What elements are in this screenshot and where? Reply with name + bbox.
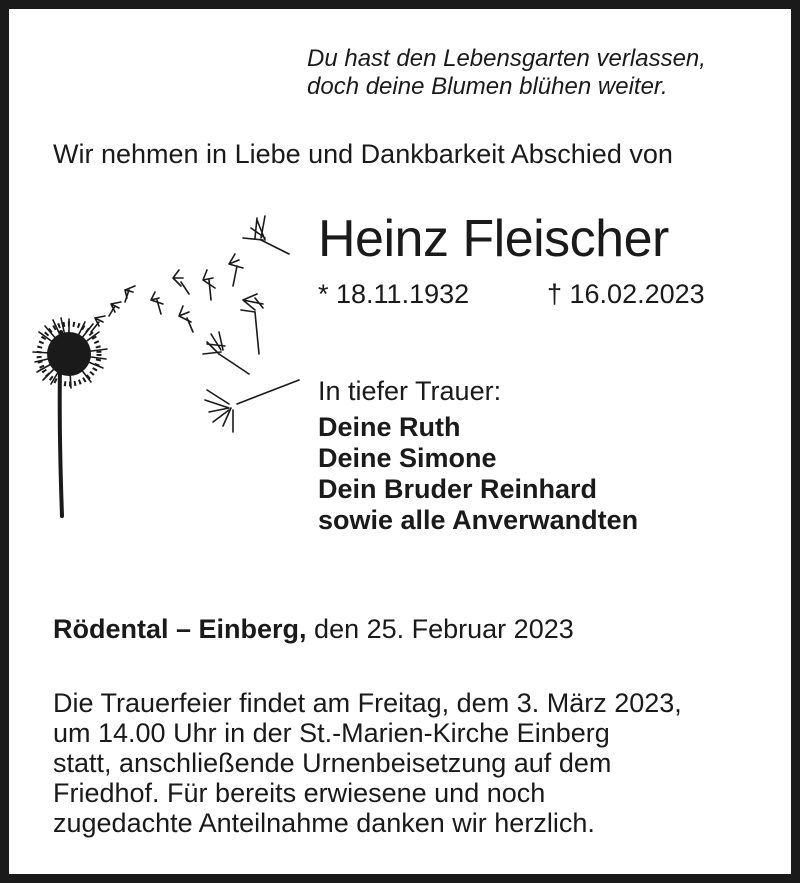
notice-line: statt, anschließende Urnenbeisetzung auf dem xyxy=(53,748,612,778)
notice-line: um 14.00 Uhr in der St.-Marien-Kirche Einberg xyxy=(53,718,610,748)
motto-line-1: Du hast den Lebensgarten verlassen, xyxy=(307,45,706,72)
notice-line: Friedhof. Für bereits erwiesene und noch xyxy=(53,778,546,808)
notice-line: zugedachte Anteilnahme danken wir herzlich. xyxy=(53,808,595,838)
family-member: Dein Bruder Reinhard xyxy=(318,474,598,504)
dandelion-seeds xyxy=(91,216,299,432)
family-list xyxy=(318,412,638,536)
funeral-notice xyxy=(53,688,682,838)
motto-quote xyxy=(307,45,706,101)
intro-text: Wir nehmen in Liebe und Dankbarkeit Abschied von xyxy=(53,139,673,169)
motto-line-2: doch deine Blumen blühen weiter. xyxy=(307,73,668,100)
notice-line: Die Trauerfeier findet am Freitag, dem 3. März 2023, xyxy=(53,688,682,718)
family-member: sowie alle Anverwandten xyxy=(318,505,639,535)
place-name: Rödental – Einberg, xyxy=(53,614,307,644)
place-date-line xyxy=(53,614,574,645)
family-member: Deine Simone xyxy=(318,443,497,473)
notice-date: den 25. Februar 2023 xyxy=(306,614,574,644)
deceased-name: Heinz Fleischer xyxy=(318,210,669,268)
mourning-heading: In tiefer Trauer: xyxy=(318,376,502,406)
death-date: † 16.02.2023 xyxy=(547,279,705,309)
birth-date: * 18.11.1932 xyxy=(318,279,470,309)
dandelion-icon xyxy=(21,204,311,524)
family-member: Deine Ruth xyxy=(318,412,461,442)
